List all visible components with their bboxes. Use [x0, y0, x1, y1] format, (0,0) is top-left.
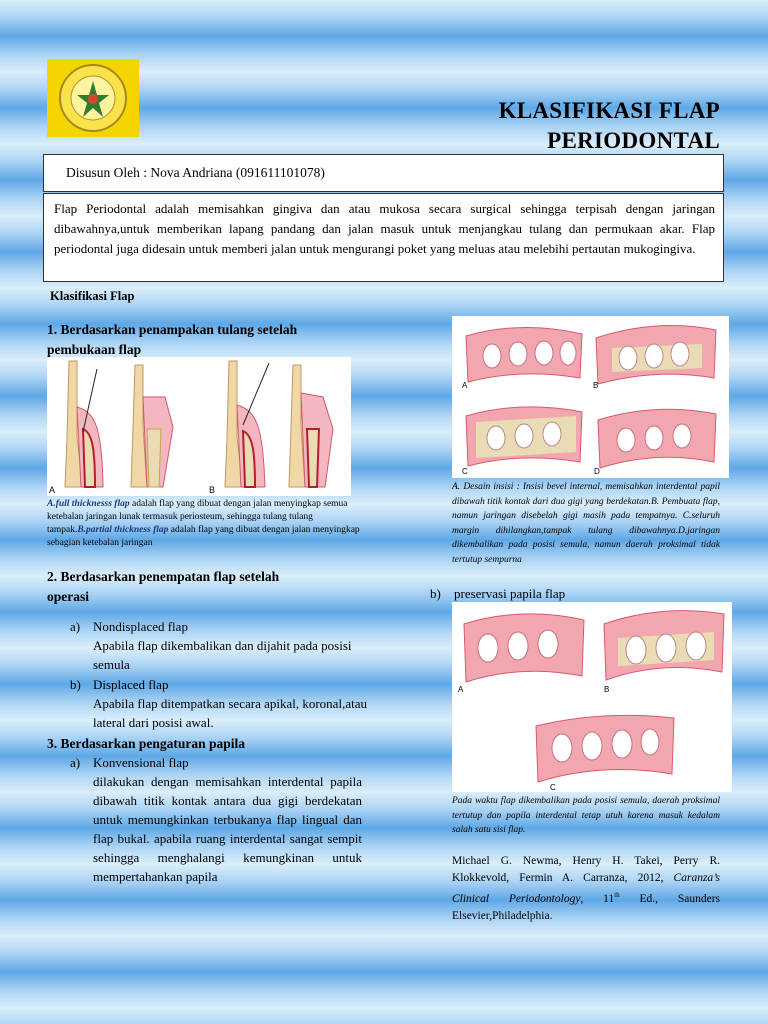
university-logo: [47, 59, 139, 137]
intro-paragraph: Flap Periodontal adalah memisahkan gingiva dan atau mukosa secara surgical sehingga terpisah dengan jaringan dibawahnya,untuk memberikan lapang pandang dan jalan masuk untuk menjangkau tulang dan permukaan akar. Flap periodontal juga didesain untuk memberi jalan untuk mengurangi poket yang meluas atau melebihi pertautan mukogingiva.: [43, 193, 724, 282]
fig2-label-d: D: [594, 467, 600, 476]
list-item-nondisplaced: a) Nondisplaced flap Apabila flap dikembalikan dan dijahit pada posisi semula: [70, 619, 352, 672]
fig3-label-c: C: [550, 783, 556, 792]
list-item-displaced: b) Displaced flap Apabila flap ditempatkan secara apikal, koronal,atau lateral dari posisi awal.: [70, 677, 367, 730]
figure-papilla-preservation: [452, 602, 732, 792]
fig1-label-b: B: [209, 485, 216, 495]
fig3-label-a: A: [458, 685, 464, 694]
reference: Michael G. Newma, Henry H. Takei, Perry R. Klokkevold, Fermin A. Carranza, 2012, Caranza’s Clinical Periodontology, 11th Ed., Saunders Elsevier,Philadelphia.: [452, 855, 721, 922]
fig3-label-b: B: [604, 685, 610, 694]
fig1-caption: A.full thicknesss flap adalah flap yang dibuat dengan jalan menyingkap semua ketebalan jaringan lunak termasuk periosteum, sehingga tulang tulang tampak.B.partial thickness flap adalah flap yang dibuat dengan jalan menyingkap sebagian ketebalan jaringan: [47, 499, 360, 548]
heading-2: 2. Berdasarkan penempatan flap setelah operasi: [47, 569, 280, 604]
section-title: Klasifikasi Flap: [50, 289, 135, 303]
list-item-konvensional: a) Konvensional flap dilakukan dengan memisahkan interdental papila dibawah titik kontak antara dua gigi berdekatan untuk memungkinkan terbukanya flap lingual dan flap bukal. apabila ruang interdental sangat sempit sehingga menghalangi kemungkinan untuk mempertahankan papila: [70, 755, 362, 884]
figure-conventional-flap: [452, 316, 729, 478]
heading-1: 1. Berdasarkan penampakan tulang setelah pembukaan flap: [47, 322, 298, 357]
author-line: Disusun Oleh : Nova Andriana (091611101078): [66, 165, 325, 180]
figure-flap-thickness: [47, 357, 351, 496]
fig2-label-b: B: [593, 381, 599, 390]
heading-3: 3. Berdasarkan pengaturan papila: [47, 736, 246, 751]
fig2-label-a: A: [462, 381, 468, 390]
fig2-caption: A. Desain insisi : Insisi bevel internal, memisahkan interdental papil dibawah titik kontak dari dua gigi yang berdekatan.B. Pembuata flap, namun jaringan disebelah gigi masih pada tempatnya. C.seluruh margin dihilangkan,tampak tulang dibawahnya.D.jaringan dikembalikan pada posisi semula, namun daerah proksimal tidak tertutup sempurna: [452, 482, 720, 565]
list-item-preservasi: b) preservasi papila flap: [430, 586, 566, 601]
fig2-label-c: C: [462, 467, 468, 476]
page-title: KLASIFIKASI FLAP PERIODONTAL: [498, 98, 720, 153]
fig3-caption: Pada waktu flap dikembalikan pada posisi semula, daerah proksimal tertutup dan papila interdental tetap utuh karena masuk kedalam salah satu sisi flap.: [452, 796, 720, 835]
fig1-label-a: A: [49, 485, 56, 495]
